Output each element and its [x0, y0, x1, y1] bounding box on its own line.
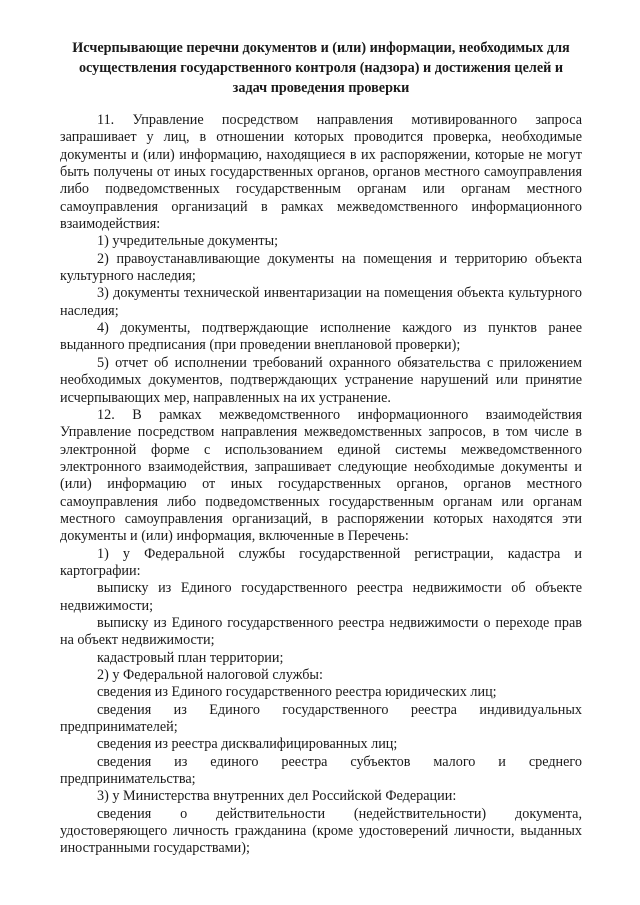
- list-item: 3) документы технической инвентаризации на помещения объекта культурного наследия;: [60, 285, 582, 319]
- paragraph-11: 11. Управление посредством направления мотивированного запроса запрашивает у лиц, в отношении которых проводится проверка, необходимые документы и (или) информацию, находящиеся в их распоряжении, которые не могут быть получены от иных государственных органов, органов местного самоуправления либо подведомственных государственным органам или органам местного самоуправления организаций в рамках межведомственного информационного взаимодействия:: [60, 112, 582, 233]
- list-item: сведения из единого реестра субъектов малого и среднего предпринимательства;: [60, 753, 582, 788]
- list-item: выписку из Единого государственного реестра недвижимости о переходе прав на объект недвижимости;: [60, 614, 582, 649]
- list-item: сведения из Единого государственного реестра индивидуальных предпринимателей;: [60, 701, 582, 736]
- list-item: 1) у Федеральной службы государственной регистрации, кадастра и картографии:: [60, 545, 582, 579]
- document-title: Исчерпывающие перечни документов и (или) информации, необходимых для осуществления государственного контроля (надзора) и достижения целей и задач проведения проверки: [72, 40, 570, 96]
- list-item: выписку из Единого государственного реестра недвижимости об объекте недвижимости;: [60, 580, 582, 614]
- list-item: кадастровый план территории;: [97, 649, 284, 666]
- document-body: [60, 112, 582, 858]
- list-item: 2) правоустанавливающие документы на помещения и территорию объекта культурного наследия;: [60, 250, 582, 285]
- list-item: 3) у Министерства внутренних дел Российской Федерации:: [97, 788, 457, 805]
- list-item: 1) учредительные документы;: [97, 233, 279, 250]
- list-item: 4) документы, подтверждающие исполнение каждого из пунктов ранее выданного предписания (при проведении внеплановой проверки);: [60, 320, 582, 354]
- list-item: 5) отчет об исполнении требований охранного обязательства с приложением необходимых документов, подтверждающих устранение нарушений или принятие исчерпывающих мер, направленных на их устранение.: [60, 354, 582, 406]
- list-item: 2) у Федеральной налоговой службы:: [97, 667, 323, 683]
- list-item: сведения из Единого государственного реестра юридических лиц;: [97, 684, 497, 701]
- list-item: сведения из реестра дисквалифицированных лиц;: [97, 736, 398, 753]
- list-item: сведения о действительности (недействительности) документа, удостоверяющего личность гражданина (кроме удостоверений личности, выданных иностранными государствами);: [60, 805, 582, 857]
- paragraph-12: 12. В рамках межведомственного информационного взаимодействия Управление посредством направления межведомственных запросов, в том числе в электронной форме с использованием единой системы межведомственного электронного взаимодействия, запрашивает следующие необходимые документы и (или) информацию от иных государственных органов, органов местного самоуправления либо подведомственных государственным органам или органам местного самоуправления организаций, в распоряжении которых находятся эти документы и (или) информация, включенные в Перечень:: [60, 406, 582, 545]
